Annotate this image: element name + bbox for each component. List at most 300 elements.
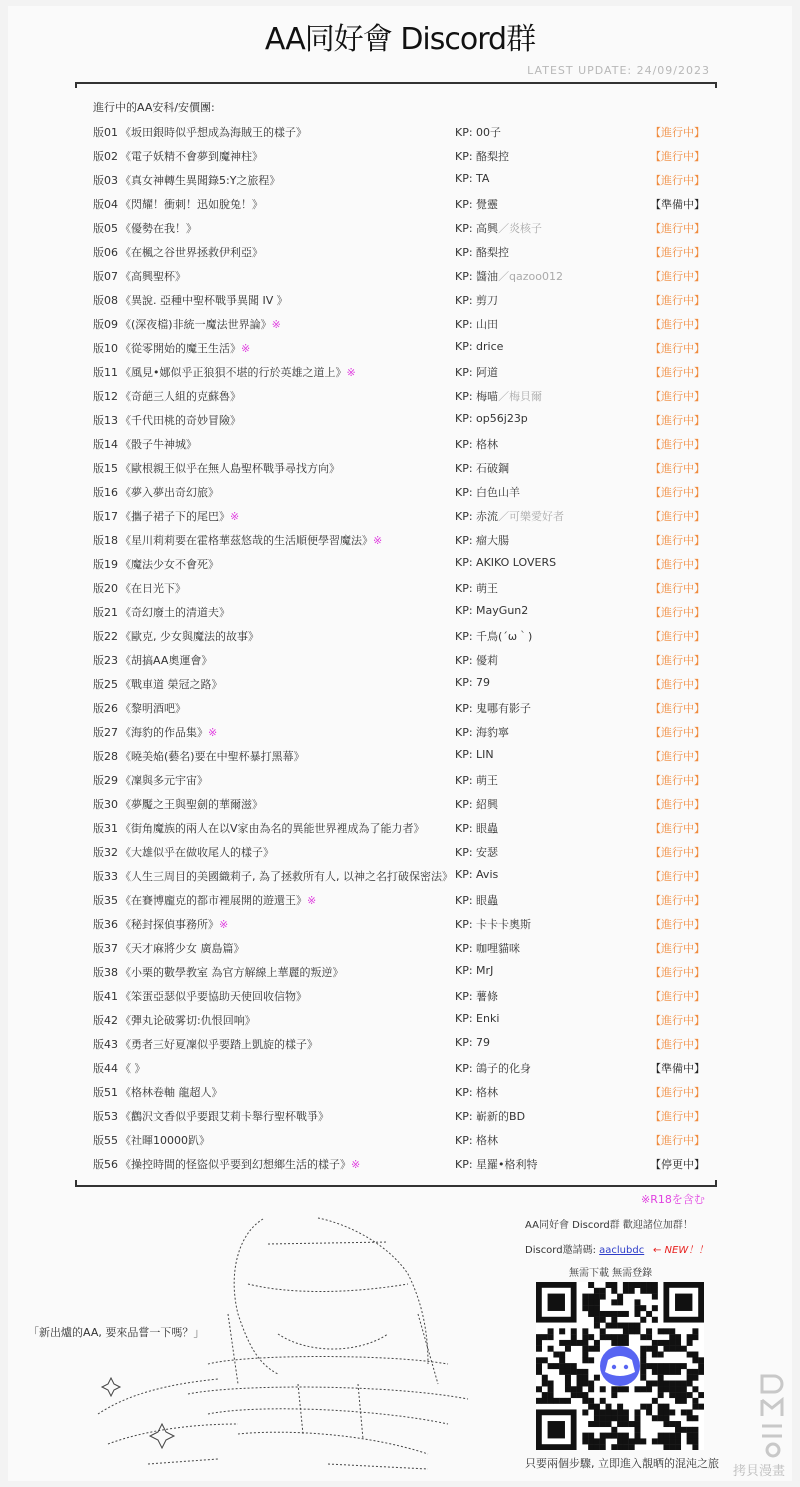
list-item: [0, 887, 800, 911]
session-title: [120, 628, 259, 644]
session-title-text: 《海豹的作品集》: [120, 726, 208, 739]
session-number: 版07: [93, 270, 118, 283]
r18-mark: ※: [230, 510, 240, 523]
status-badge: 【進行中】: [650, 342, 705, 355]
status-badge: 【進行中】: [650, 390, 705, 403]
keeper-text: KP: 咖哩貓咪: [455, 942, 521, 955]
session-number: 版22: [93, 630, 118, 643]
session-title-text: 《天才麻將少女 廣島篇》: [120, 942, 245, 955]
session-number: 版14: [93, 438, 118, 451]
keeper-text: KP: 阿道: [455, 366, 499, 379]
invite-label: Discord邀請碼:: [525, 1245, 600, 1256]
status-badge: 【進行中】: [650, 918, 705, 931]
session-number: 版19: [93, 558, 118, 571]
status-badge: 【進行中】: [650, 174, 705, 187]
list-item: [0, 647, 800, 671]
session-title-text: 《奇幻廢土的清道夫》: [120, 606, 230, 619]
keeper-text: KP: Enki: [455, 1012, 500, 1025]
session-number: 版01: [93, 126, 118, 139]
status-badge: 【進行中】: [650, 294, 705, 307]
list-item: [0, 575, 800, 599]
session-title-text: 《鸛沢文香似乎要跟艾莉卡舉行聖杯戰爭》: [120, 1110, 329, 1123]
keeper-text: KP: 眼蟲: [455, 894, 499, 907]
character-quote: 「新出爐的AA, 要來品嘗一下嗎？」: [28, 1326, 205, 1339]
keeper-name: [455, 1012, 499, 1025]
list-item: [0, 1031, 800, 1055]
keeper-name: [455, 460, 509, 476]
list-item: [0, 551, 800, 575]
list-item: [0, 359, 800, 383]
session-title-text: 《異說. 亞種中聖杯戰爭異聞 IV 》: [120, 294, 288, 307]
keeper-text: KP: 79: [455, 676, 491, 689]
session-title: [120, 196, 263, 212]
session-number: 版02: [93, 150, 118, 163]
session-number: 版18: [93, 534, 118, 547]
status-badge: 【進行中】: [650, 246, 705, 259]
session-number: 版36: [93, 918, 118, 931]
keeper-text: KP: 鴿子的化身: [455, 1062, 532, 1075]
status-badge: 【進行中】: [650, 1110, 705, 1123]
keeper-name: [455, 1132, 498, 1148]
session-number: 版11: [93, 366, 118, 379]
session-number: 版41: [93, 990, 118, 1003]
session-number: 版12: [93, 390, 118, 403]
list-item: [0, 1151, 800, 1175]
keeper-name: [455, 676, 490, 689]
list-frame-bottom: [75, 1180, 717, 1187]
session-number: 版29: [93, 774, 118, 787]
list-item: [0, 287, 800, 311]
session-title: [120, 844, 274, 860]
session-title: [120, 1012, 256, 1028]
keeper-name: [455, 292, 498, 308]
session-number: 版05: [93, 222, 118, 235]
r18-mark: ※: [208, 726, 218, 739]
list-item: [0, 263, 800, 287]
session-number: 版44: [93, 1062, 118, 1075]
session-number: 版26: [93, 702, 118, 715]
session-title: [120, 1084, 223, 1100]
list-item: [0, 119, 800, 143]
session-title-text: 《坂田銀時似乎想成為海賊王的樣子》: [120, 126, 307, 139]
session-title: [120, 556, 219, 572]
session-number: 版15: [93, 462, 118, 475]
status-badge: 【進行中】: [650, 966, 705, 979]
keeper-name: [455, 172, 489, 185]
session-title-text: 《千代田桃的奇妙冒險》: [120, 414, 241, 427]
session-title-text: 《魔法少女不會死》: [120, 558, 219, 571]
session-number: 版53: [93, 1110, 118, 1123]
keeper-text: KP: 格林: [455, 1134, 499, 1147]
status-badge: 【進行中】: [650, 630, 705, 643]
session-number: 版23: [93, 654, 118, 667]
status-badge: 【進行中】: [650, 798, 705, 811]
list-item: [0, 1055, 800, 1079]
list-item: [0, 935, 800, 959]
keeper-text: KP: 薯條: [455, 990, 499, 1003]
keeper-name: [455, 604, 528, 617]
list-item: [0, 959, 800, 983]
list-item: [0, 407, 800, 431]
session-title: [120, 1036, 318, 1052]
session-title-text: 《小栗的數學教室 為官方解線上華麗的叛逆》: [120, 966, 344, 979]
status-badge: 【準備中】: [650, 1062, 705, 1075]
keeper-name: [455, 508, 564, 524]
session-number: 版20: [93, 582, 118, 595]
session-number: 版38: [93, 966, 118, 979]
list-item: [0, 1079, 800, 1103]
keeper-name: [455, 892, 498, 908]
keeper-name: [455, 148, 509, 164]
session-number: 版25: [93, 678, 118, 691]
keeper-text: KP: 優莉: [455, 654, 499, 667]
r18-mark: ※: [271, 318, 281, 331]
keeper-name: [455, 628, 532, 644]
session-title: [120, 268, 186, 284]
keeper-text: KP: 格林: [455, 1086, 499, 1099]
status-badge: 【進行中】: [650, 150, 705, 163]
session-title-text: 《攜子裙子下的尾巴》: [120, 510, 230, 523]
list-item: [0, 191, 800, 215]
keeper-text: KP: 安瑟: [455, 846, 499, 859]
keeper-name: [455, 580, 498, 596]
session-number: 版27: [93, 726, 118, 739]
new-flag: ← NEW！！: [653, 1245, 709, 1256]
session-title-text: 《星川莉莉要在霍格華茲悠哉的生活順便學習魔法》: [120, 534, 373, 547]
keeper-text: KP: LIN: [455, 748, 494, 761]
keeper-text: KP: 瘤大腸: [455, 534, 510, 547]
status-badge: 【進行中】: [650, 678, 705, 691]
session-title: [120, 916, 228, 932]
watermark-text: 拷貝漫畫: [733, 1464, 786, 1479]
status-badge: 【進行中】: [650, 558, 705, 571]
keeper-name: [455, 652, 498, 668]
session-number: 版56: [93, 1158, 118, 1171]
session-title-text: 《在賽博龐克的都市裡展開的遊還王》: [120, 894, 307, 907]
session-title-text: 《黎明酒吧》: [120, 702, 186, 715]
r18-mark: ※: [241, 342, 251, 355]
keeper-text: KP: 高興: [455, 222, 499, 235]
status-badge: 【進行中】: [650, 702, 705, 715]
session-number: 版31: [93, 822, 118, 835]
status-badge: 【進行中】: [650, 582, 705, 595]
status-badge: 【進行中】: [650, 726, 705, 739]
session-title-text: 《夢魘之王與聖劍的華爾滋》: [120, 798, 263, 811]
session-number: 版33: [93, 870, 118, 883]
update-date: LATEST UPDATE: 24/09/2023: [527, 64, 710, 77]
keeper-name: [455, 364, 498, 380]
discord-qr-code[interactable]: [536, 1282, 704, 1450]
session-title: [120, 148, 263, 164]
keeper-name: [455, 316, 498, 332]
keeper-text: KP: 醬油: [455, 270, 499, 283]
keeper-text: KP: 星羅•格利特: [455, 1158, 538, 1171]
session-title-text: 《在楓之谷世界拯救伊利亞》: [120, 246, 263, 259]
keeper-name: [455, 196, 498, 212]
session-title-text: 《歐根親王似乎在無人島聖杯戰爭尋找方向》: [120, 462, 340, 475]
session-number: 版08: [93, 294, 118, 307]
status-badge: 【進行中】: [650, 414, 705, 427]
keeper-name: [455, 1108, 525, 1124]
keeper-name: [455, 124, 501, 140]
session-title-text: 《曉美焔(藝名)要在中聖杯暴打黑幕》: [120, 750, 305, 763]
session-title-text: 《戰車道 榮冠之路》: [120, 678, 223, 691]
session-number: 版13: [93, 414, 118, 427]
session-title: [120, 700, 186, 716]
session-number: 版10: [93, 342, 118, 355]
keeper-name: [455, 1156, 538, 1172]
r18-mark: ※: [346, 366, 356, 379]
keeper-name: [455, 772, 498, 788]
list-item: [0, 839, 800, 863]
list-item: [0, 1007, 800, 1031]
keeper-text: KP: 千鳥(´ω｀): [455, 630, 533, 643]
watermark-logo-icon: [756, 1370, 790, 1460]
status-badge: 【進行中】: [650, 606, 705, 619]
session-title-text: 《(深夜檔)非統一魔法世界論》: [120, 318, 272, 331]
keeper-name: [455, 796, 498, 812]
list-item: [0, 719, 800, 743]
list-item: [0, 383, 800, 407]
session-title-text: 《社暉10000趴》: [120, 1134, 210, 1147]
keeper-name: [455, 268, 563, 284]
session-title-text: 《閃耀！衝刺！迅如脫兔！》: [120, 198, 263, 211]
session-title: [120, 988, 307, 1004]
keeper-text: KP: 石破鋼: [455, 462, 510, 475]
session-title: [120, 580, 186, 596]
session-title: [120, 220, 197, 236]
list-item: [0, 815, 800, 839]
list-item: [0, 911, 800, 935]
keeper-text: KP: 覺靈: [455, 198, 499, 211]
list-item: [0, 743, 800, 767]
session-title-text: 《秘封探偵事務所》: [120, 918, 219, 931]
session-number: 版04: [93, 198, 118, 211]
session-title-text: 《 》: [120, 1062, 146, 1075]
status-badge: 【進行中】: [650, 534, 705, 547]
list-item: [0, 479, 800, 503]
keeper-name: [455, 1036, 490, 1049]
list-item: [0, 311, 800, 335]
session-number: 版37: [93, 942, 118, 955]
keeper-name: [455, 388, 542, 404]
list-item: [0, 431, 800, 455]
status-badge: 【進行中】: [650, 990, 705, 1003]
list-item: [0, 599, 800, 623]
session-number: 版06: [93, 246, 118, 259]
status-badge: 【進行中】: [650, 462, 705, 475]
keeper-text: KP: drice: [455, 340, 504, 353]
keeper-name: [455, 748, 494, 761]
session-title: [120, 316, 281, 332]
status-badge: 【進行中】: [650, 1134, 705, 1147]
session-title-text: 《街角魔族的兩人在以V家由為名的異能世界裡成為了能力者》: [120, 822, 425, 835]
session-title-text: 《骰子牛神城》: [120, 438, 197, 451]
list-frame-top: [75, 82, 717, 88]
status-badge: 【進行中】: [650, 654, 705, 667]
page-title: AA同好會 Discord群: [264, 22, 536, 57]
list-item: [0, 503, 800, 527]
session-number: 版17: [93, 510, 118, 523]
keeper-text: KP: 眼蟲: [455, 822, 499, 835]
status-badge: 【進行中】: [650, 222, 705, 235]
session-title-text: 《胡搞AA奧運會》: [120, 654, 213, 667]
keeper-text: KP: 79: [455, 1036, 491, 1049]
status-badge: 【準備中】: [650, 198, 705, 211]
status-badge: 【進行中】: [650, 1014, 705, 1027]
list-item: [0, 455, 800, 479]
session-title: [120, 868, 453, 884]
keeper-name: [455, 844, 498, 860]
session-title: [120, 964, 344, 980]
keeper-name: [455, 868, 498, 881]
keeper-text: KP: 格林: [455, 438, 499, 451]
status-badge: 【進行中】: [650, 318, 705, 331]
status-badge: 【進行中】: [650, 822, 705, 835]
status-badge: 【進行中】: [650, 510, 705, 523]
keeper-name: [455, 532, 509, 548]
keeper-text: KP: 梅喵: [455, 390, 499, 403]
session-title: [120, 388, 241, 404]
list-item: [0, 983, 800, 1007]
session-title-text: 《笨蛋亞瑟似乎要協助天使回收信物》: [120, 990, 307, 1003]
session-title-text: 《操控時間的怪盜似乎要到幻想鄉生活的樣子》: [120, 1158, 351, 1171]
session-title-text: 《勇者三好夏凜似乎要踏上凱旋的樣子》: [120, 1038, 318, 1051]
session-title-text: 《從零開始的魔王生活》: [120, 342, 241, 355]
session-title: [120, 244, 263, 260]
session-title-text: 《彈丸论破雾切:仇恨回响》: [120, 1014, 256, 1027]
keeper-text: KP: 酪梨控: [455, 150, 510, 163]
keeper-text: KP: op56j23p: [455, 412, 528, 425]
list-item: [0, 623, 800, 647]
session-title: [120, 436, 197, 452]
status-badge: 【進行中】: [650, 126, 705, 139]
status-badge: 【進行中】: [650, 1038, 705, 1051]
keeper-name: [455, 220, 542, 236]
session-number: 版30: [93, 798, 118, 811]
keeper-text: KP: 紹興: [455, 798, 499, 811]
invite-row: [525, 1241, 644, 1256]
status-badge: 【進行中】: [650, 366, 705, 379]
status-badge: 【進行中】: [650, 438, 705, 451]
session-title: [120, 124, 307, 140]
keeper-text: KP: 剪刀: [455, 294, 499, 307]
session-number: 版32: [93, 846, 118, 859]
keeper-name: [455, 940, 520, 956]
session-number: 版55: [93, 1134, 118, 1147]
session-title: [120, 1132, 210, 1148]
session-title-text: 《凜與多元宇宙》: [120, 774, 208, 787]
keeper-text: KP: AKIKO LOVERS: [455, 556, 557, 569]
session-number: 版28: [93, 750, 118, 763]
status-badge: 【進行中】: [650, 870, 705, 883]
keeper-text: KP: 赤流: [455, 510, 499, 523]
keeper-name: [455, 340, 503, 353]
keeper-name: [455, 1084, 498, 1100]
session-number: 版09: [93, 318, 118, 331]
keeper-name: [455, 988, 498, 1004]
list-item: [0, 863, 800, 887]
session-title: [120, 652, 212, 668]
keeper-text: KP: 萌王: [455, 582, 499, 595]
session-title: [120, 484, 219, 500]
keeper-name: [455, 556, 556, 569]
keeper-text: KP: 酪梨控: [455, 246, 510, 259]
session-title-text: 《格林卷軸 龍超人》: [120, 1086, 223, 1099]
session-number: 版35: [93, 894, 118, 907]
promo-welcome: AA同好會 Discord群 歡迎諸位加群！: [525, 1220, 693, 1231]
list-item: [0, 215, 800, 239]
session-title: [120, 364, 356, 380]
keeper-name: [455, 436, 498, 452]
keeper-name: [455, 484, 520, 500]
keeper-text: KP: 嶄新的BD: [455, 1110, 526, 1123]
keeper-text: KP: 卡卡卡奧斯: [455, 918, 532, 931]
list-item: [0, 767, 800, 791]
keeper-name: [455, 412, 528, 425]
session-title-text: 《電子妖精不會夢到魔神柱》: [120, 150, 263, 163]
session-title: [120, 676, 223, 692]
session-number: 版21: [93, 606, 118, 619]
status-badge: 【進行中】: [650, 774, 705, 787]
status-badge: 【進行中】: [650, 894, 705, 907]
session-number: 版03: [93, 174, 118, 187]
list-item: [0, 143, 800, 167]
list-item: [0, 527, 800, 551]
keeper-name: [455, 964, 493, 977]
list-heading: 進行中的AA安科/安價團:: [93, 101, 215, 114]
co-keeper-text: ／梅貝爾: [498, 390, 543, 403]
session-title: [120, 292, 288, 308]
status-badge: 【進行中】: [650, 750, 705, 763]
keeper-name: [455, 1060, 531, 1076]
session-title: [120, 460, 340, 476]
keeper-name: [455, 244, 509, 260]
session-title-text: 《夢入夢出奇幻旅》: [120, 486, 219, 499]
keeper-text: KP: 00子: [455, 126, 502, 139]
r18-mark: ※: [373, 534, 383, 547]
status-badge: 【進行中】: [650, 486, 705, 499]
keeper-text: KP: Avis: [455, 868, 499, 881]
list-item: [0, 695, 800, 719]
aa-character-illustration: [88, 1214, 488, 1474]
keeper-text: KP: 山田: [455, 318, 499, 331]
session-title-text: 《歐克, 少女與魔法的故事》: [120, 630, 259, 643]
keeper-text: KP: MayGun2: [455, 604, 529, 617]
keeper-name: [455, 820, 498, 836]
invite-code-link[interactable]: aaclubdc: [599, 1245, 645, 1256]
keeper-text: KP: 白色山羊: [455, 486, 521, 499]
session-title: [120, 724, 217, 740]
keeper-name: [455, 700, 531, 716]
promo-bottom-message: 只要兩個步驟, 立即進入靚晒的混沌之旅: [525, 1457, 719, 1470]
list-item: [0, 1127, 800, 1151]
session-title-text: 《風見•娜似乎正狼狽不堪的行於英雄之道上》: [120, 366, 347, 379]
list-item: [0, 671, 800, 695]
keeper-name: [455, 916, 531, 932]
session-title: [120, 412, 241, 428]
status-badge: 【進行中】: [650, 1086, 705, 1099]
list-item: [0, 239, 800, 263]
list-item: [0, 167, 800, 191]
session-title: [120, 340, 250, 356]
session-title: [120, 820, 425, 836]
session-title-text: 《真女神轉生異聞錄5:Y之旅程》: [120, 174, 281, 187]
session-list: [0, 119, 800, 1175]
session-title-text: 《人生三周目的美國織莉子, 為了拯救所有人, 以神之名打破保密法》: [120, 870, 453, 883]
session-title-text: 《奇葩三人組的克蘇魯》: [120, 390, 241, 403]
co-keeper-text: ／炎核子: [498, 222, 543, 235]
